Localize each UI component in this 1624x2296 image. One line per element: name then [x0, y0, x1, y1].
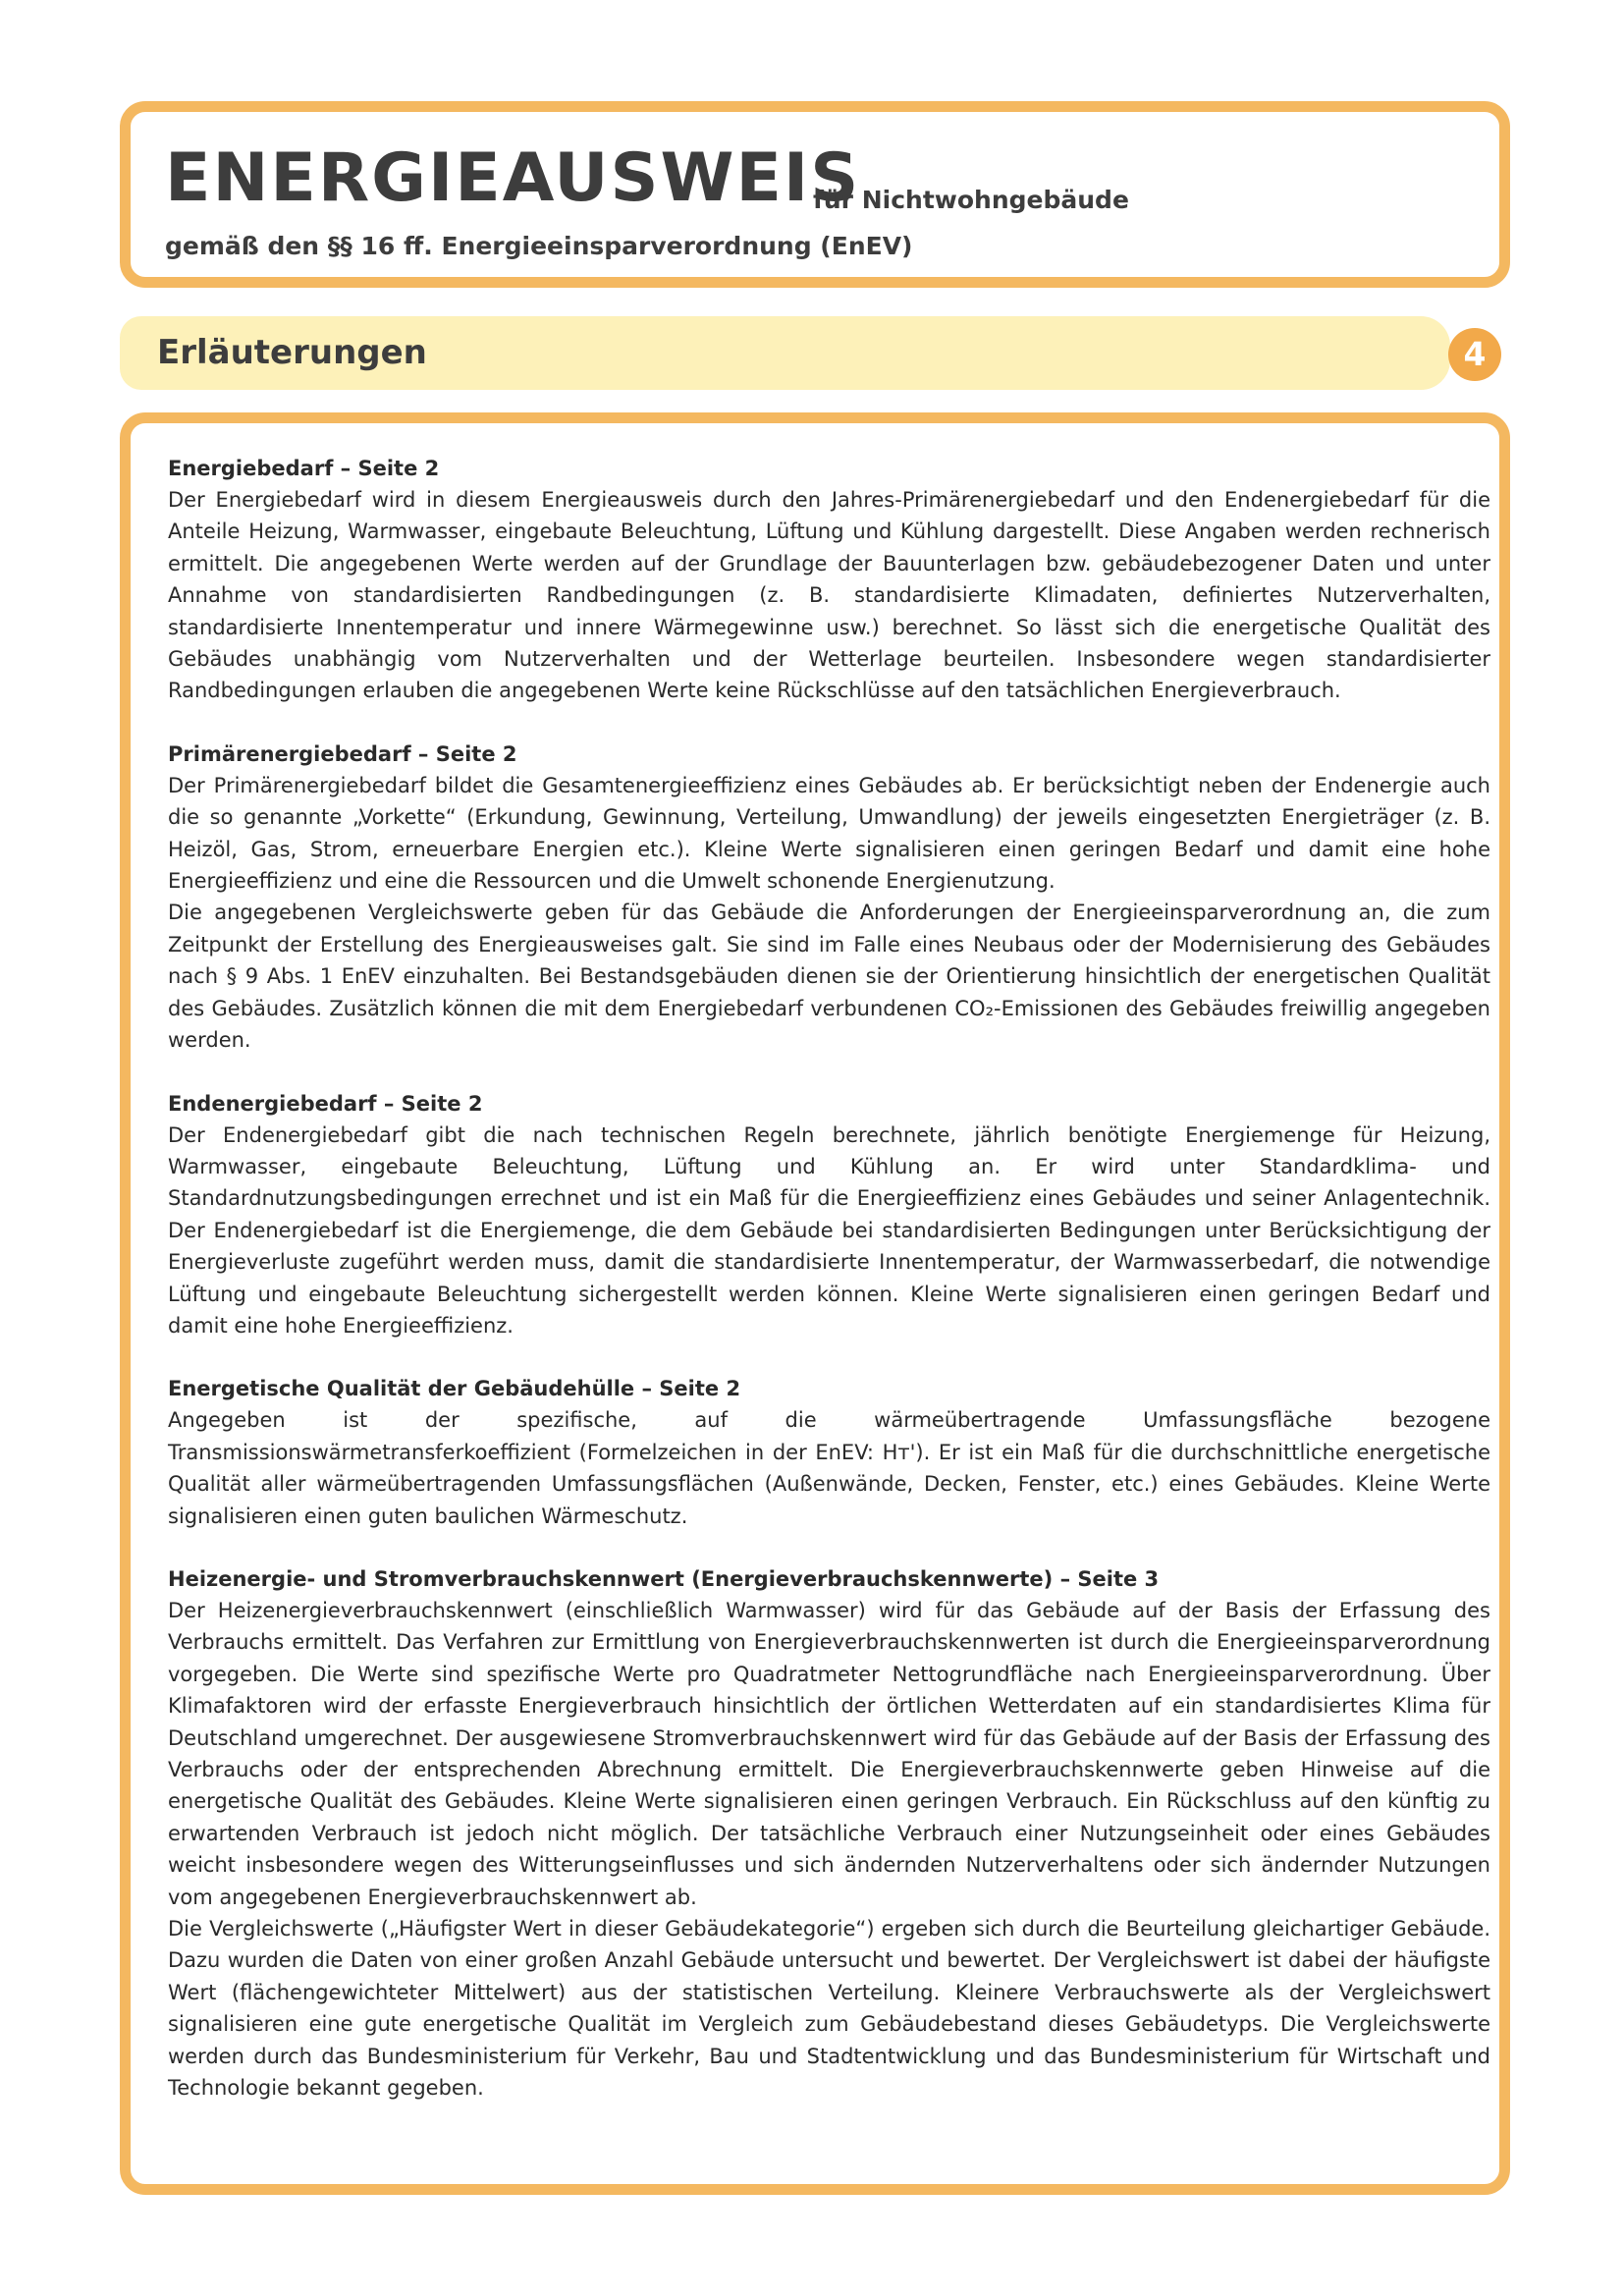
document-subtitle: für Nichtwohngebäude [813, 186, 1129, 214]
entry-paragraph: Der Primärenergiebedarf bildet die Gesamtenergieeffizienz eines Gebäudes ab. Er berücksichtigt neben der Endenergie auch die so genannte „Vorkette“ (Erkundung, Gewinnung, Verteilung, Umwandlung) der jeweils eingesetzten Energieträger (z. B. Heizöl, Gas, Strom, erneuerbare Energien etc.). Kleine Werte signalisieren einen geringen Bedarf und damit eine hohe Energieeffizienz und eine die Ressourcen und die Umwelt schonende Energienutzung. [168, 773, 1490, 894]
entry-title: Energiebedarf – Seite 2 [168, 457, 440, 480]
entry-gebaeudehuelle [168, 1373, 1490, 1532]
entry-paragraph: Der Endenergiebedarf gibt die nach technischen Regeln berechnete, jährlich benötigte Energiemenge für Heizung, Warmwasser, eingebaute Beleuchtung, Lüftung und Kühlung an. Er wird unter Standardklima- und Standardnutzungsbedingungen errechnet und ist ein Maß für die Energieeffizienz eines Gebäudes und seiner Anlagentechnik. Der Endenergiebedarf ist die Energiemenge, die dem Gebäude bei standardisierten Bedingungen unter Berücksichtigung der Energieverluste zugeführt werden muss, damit die standardisierte Innentemperatur, der Warmwasserbedarf, die notwendige Lüftung und eingebaute Beleuchtung sichergestellt werden können. Kleine Werte signalisieren einen geringen Bedarf und damit eine hohe Energieeffizienz. [168, 1122, 1490, 1338]
entry-paragraph: Die angegebenen Vergleichswerte geben für das Gebäude die Anforderungen der Energieeinsparverordnung an, die zum Zeitpunkt der Erstellung des Energieausweises galt. Sie sind im Falle eines Neubaus oder der Modernisierung des Gebäudes nach § 9 Abs. 1 EnEV einzuhalten. Bei Bestandsgebäuden dienen sie der Orientierung hinsichtlich der energetischen Qualität des Gebäudes. Zusätzlich können die mit dem Energiebedarf verbundenen CO₂-Emissionen des Gebäudes freiwillig angegeben werden. [168, 901, 1490, 1053]
entry-title: Endenergiebedarf – Seite 2 [168, 1091, 483, 1116]
entry-energiebedarf [168, 453, 1490, 707]
entry-title: Heizenergie- und Stromverbrauchskennwert (Energieverbrauchskennwerte) – Seite 3 [168, 1566, 1160, 1591]
legal-basis: gemäß den §§ 16 ff. Energieeinsparverordnung (EnEV) [165, 232, 913, 260]
page-number-badge: 4 [1448, 328, 1501, 381]
document-header [120, 101, 1510, 288]
entry-paragraph: Angegeben ist der spezifische, auf die wärmeübertragende Umfassungsfläche bezogene Transmissionswärmetransferkoeffizient (Formelzeichen in der EnEV: Hᴛ'). Er ist ein Maß für die durchschnittliche energetische Qualität aller wärmeübertragenden Umfassungsflächen (Außenwände, Decken, Fenster, etc.) eines Gebäudes. Kleine Werte signalisieren einen guten baulichen Wärmeschutz. [168, 1408, 1490, 1528]
entry-title: Primärenergiebedarf – Seite 2 [168, 741, 517, 766]
entry-title: Energetische Qualität der Gebäudehülle – Seite 2 [168, 1377, 741, 1401]
section-title: Erläuterungen [157, 333, 427, 372]
entry-endenergiebedarf [168, 1088, 1490, 1342]
explanations-box [120, 412, 1510, 2195]
document-title: ENERGIEAUSWEIS [165, 139, 861, 217]
entry-primaerenergiebedarf [168, 738, 1490, 1057]
section-bar [120, 316, 1450, 390]
entry-paragraph: Der Energiebedarf wird in diesem Energieausweis durch den Jahres-Primärenergiebedarf und den Endenergiebedarf für die Anteile Heizung, Warmwasser, eingebaute Beleuchtung, Lüftung und Kühlung dargestellt. Diese Angaben werden rechnerisch ermittelt. Die angegebenen Werte werden auf der Grundlage der Bauunterlagen bzw. gebäudebezogener Daten und unter Annahme von standardisierten Randbedingungen (z. B. standardisierte Klimadaten, definiertes Nutzerverhalten, standardisierte Innentemperatur und innere Wärmegewinne usw.) berechnet. So lässt sich die energetische Qualität des Gebäudes unabhängig vom Nutzerverhalten und der Wetterlage beurteilen. Insbesondere wegen standardisierter Randbedingungen erlauben die angegebenen Werte keine Rückschlüsse auf den tatsächlichen Energieverbrauch. [168, 488, 1490, 703]
entry-paragraph: Der Heizenergieverbrauchskennwert (einschließlich Warmwasser) wird für das Gebäude auf der Basis der Erfassung des Verbrauchs ermittelt. Das Verfahren zur Ermittlung von Energieverbrauchskennwerten ist durch die Energieeinsparverordnung vorgegeben. Die Werte sind spezifische Werte pro Quadratmeter Nettogrundfläche nach Energieeinsparverordnung. Über Klimafaktoren wird der erfasste Energieverbrauch hinsichtlich der örtlichen Wetterdaten auf ein standardisiertes Klima für Deutschland umgerechnet. Der ausgewiesene Stromverbrauchskennwert wird für das Gebäude auf der Basis der Erfassung des Verbrauchs oder der entsprechenden Abrechnung ermittelt. Die Energieverbrauchskennwerte geben Hinweise auf die energetische Qualität des Gebäudes. Kleine Werte signalisieren einen geringen Verbrauch. Ein Rückschluss auf den künftig zu erwartenden Verbrauch ist jedoch nicht möglich. Der tatsächliche Verbrauch einer Nutzungseinheit oder eines Gebäudes weicht insbesondere wegen des Witterungseinflusses und sich ändernden Nutzerverhaltens oder sich ändernder Nutzungen vom angegebenen Energieverbrauchskennwert ab. [168, 1598, 1490, 1909]
entry-verbrauchskennwerte [168, 1563, 1490, 2105]
explanations-content [168, 453, 1490, 2135]
entry-paragraph: Die Vergleichswerte („Häufigster Wert in dieser Gebäudekategorie“) ergeben sich durch die Beurteilung gleichartiger Gebäude. Dazu wurden die Daten von einer großen Anzahl Gebäude untersucht und bewertet. Der Vergleichswert ist dabei der häufigste Wert (flächengewichteter Mittelwert) aus der statistischen Verteilung. Kleinere Verbrauchswerte als der Vergleichswert signalisieren eine gute energetische Qualität im Vergleich zum Gebäudebestand dieses Gebäudetyps. Die Vergleichswerte werden durch das Bundesministerium für Verkehr, Bau und Stadtentwicklung und das Bundesministerium für Wirtschaft und Technologie bekannt gegeben. [168, 1917, 1490, 2101]
